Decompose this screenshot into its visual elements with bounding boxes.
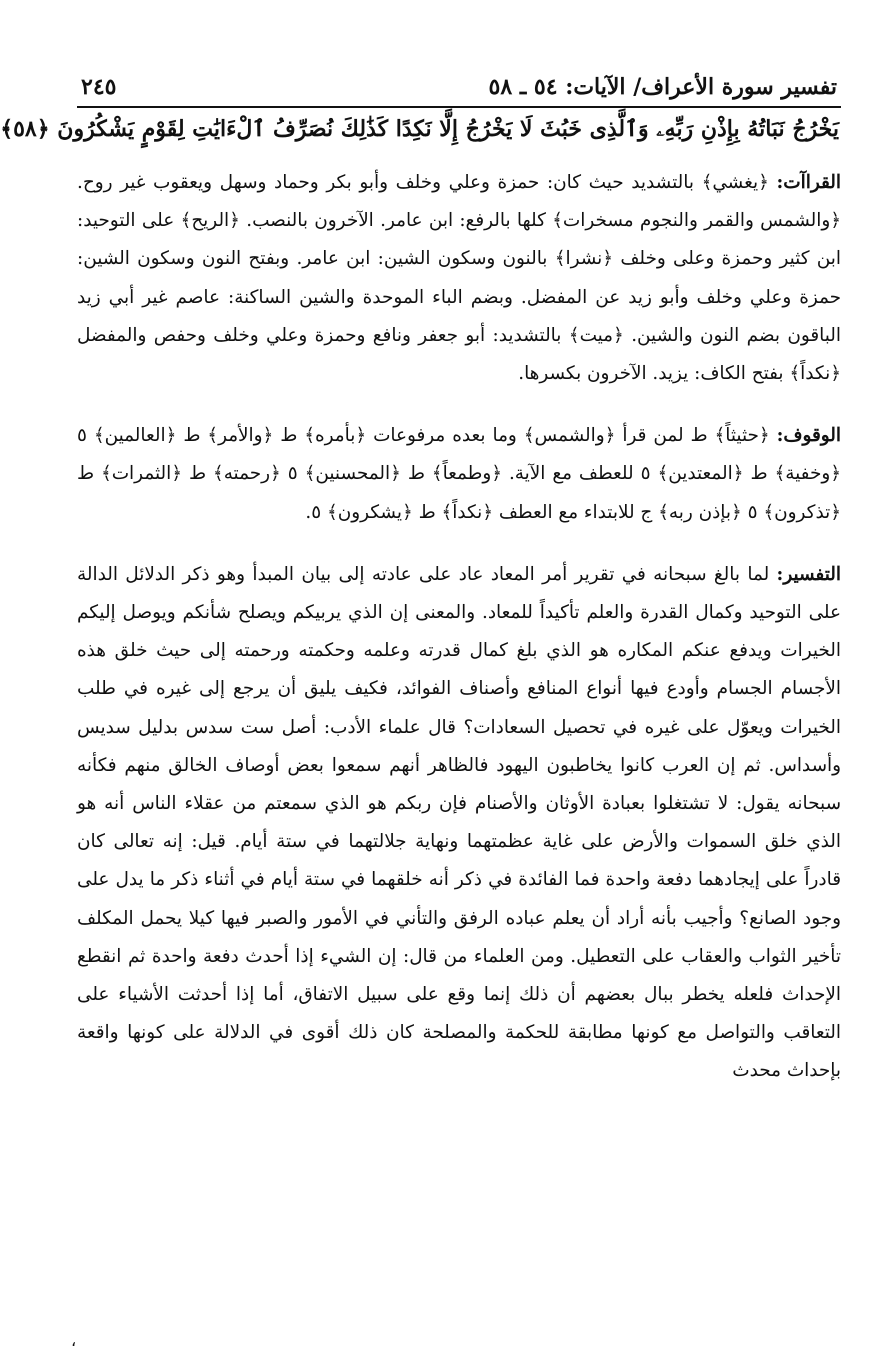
- running-header: [77, 74, 841, 106]
- readings-section: [77, 164, 841, 393]
- footer-mark: ،: [71, 1331, 77, 1350]
- stops-text: ﴿حثيثاً﴾ ط لمن قرأ ﴿والشمس﴾ وما بعده مرفوعات ﴿بأمره﴾ ط ﴿والأمر﴾ ط ﴿العالمين﴾ ٥ ﴿وخفية﴾ ط ﴿المعتدين﴾ ٥ للعطف مع الآية. ﴿وطمعاً﴾ ط ﴿المحسنين﴾ ٥ ﴿رحمته﴾ ط ﴿الثمرات﴾ ط ﴿تذكرون﴾ ٥ ﴿بإذن ربه﴾ ج للابتداء مع العطف ﴿نكداً﴾ ط ﴿يشكرون﴾ ٥.: [77, 425, 841, 523]
- quran-verse: يَخْرُجُ نَبَاتُهُ بِإِذْنِ رَبِّهِۦ وَٱلَّذِى خَبُثَ لَا يَخْرُجُ إِلَّا نَكِدًا كَذَٰلِكَ نُصَرِّفُ ٱلْءَايَٰتِ لِقَوْمٍ يَشْكُرُونَ ﴿٥٨﴾: [0, 116, 839, 142]
- readings-label: القراآت:: [776, 172, 841, 193]
- running-title: تفسير سورة الأعراف/ الآيات: ٥٤ ـ ٥٨: [488, 74, 837, 100]
- tafsir-label: التفسير:: [776, 563, 841, 585]
- readings-text: ﴿يغشي﴾ بالتشديد حيث كان: حمزة وعلي وخلف وأبو بكر وحماد وسهل ويعقوب غير روح. ﴿والشمس والقمر والنجوم مسخرات﴾ كلها بالرفع: ابن عامر. الآخرون بالنصب. ﴿الريح﴾ على التوحيد: ابن كثير وحمزة وعلى وخلف ﴿نشرا﴾ بالنون وسكون الشين: ابن عامر. وبفتح النون وسكون الشين: حمزة وعلي وخلف وأبو زيد عن المفضل. وبضم الباء الموحدة والشين الساكنة: عاصم غير أبي زيد الباقون بضم النون والشين. ﴿ميت﴾ بالتشديد: أبو جعفر ونافع وحمزة وعلي وخلف وحفص والمفضل ﴿نكداً﴾ بفتح الكاف: يزيد. الآخرون بكسرها.: [77, 172, 841, 385]
- tafsir-section: [77, 556, 841, 1091]
- tafsir-text: لما بالغ سبحانه في تقرير أمر المعاد عاد على عادته إلى بيان المبدأ وهو ذكر الدلائل الدالة على التوحيد وكمال القدرة والعلم تأكيداً للمعاد. والمعنى إن الذي يربيكم ويصلح شأنكم ويوصل إليكم الخيرات ويدفع عنكم المكاره هو الذي بلغ كمال قدرته وعلمه وحكمته ورحمته إلى حيث خلق هذه الأجسام الجسام وأودع فيها أنواع المنافع وأصناف الفوائد، فكيف يليق أن يرجع إلى غيره في طلب الخيرات ويعوّل على غيره في تحصيل السعادات؟ قال علماء الأدب: أصل ست سدس بدليل سديس وأسداس. ثم إن العرب كانوا يخاطبون اليهود فالظاهر أنهم سمعوا بعض أوصاف الخالق منهم فكأنه سبحانه يقول: لا تشتغلوا بعبادة الأوثان والأصنام فإن ربكم هو الذي سمعتم من عقلاء الناس أنه هو الذي خلق السموات والأرض على غاية عظمتهما ونهاية جلالتهما في ستة أيام. قيل: إنه تعالى كان قادراً على إيجادهما دفعة واحدة فما الفائدة في ذكر أنه خلقهما في ستة أيام في أثناء ذكر ما يدل على وجود الصانع؟ وأجيب بأنه أراد أن يعلم عباده الرفق والتأني في الأمور والصبر فيها كيلا يحمل المكلف تأخير الثواب والعقاب على التعطيل. ومن العلماء من قال: إن الشيء إذا أحدث دفعة واحدة ثم انقطع الإحداث فلعله يخطر ببال بعضهم أن ذلك إنما وقع على سبيل الاتفاق، أما إذا أحدثت الأشياء على التعاقب والتواصل مع كونها مطابقة للحكمة والمصلحة كان ذلك أقوى في الدلالة على كونها واقعة بإحداث محدث: [77, 563, 841, 1082]
- stops-label: الوقوف:: [776, 425, 841, 447]
- page-number: ٢٤٥: [81, 74, 117, 100]
- header-rule: [77, 106, 841, 108]
- stops-section: [77, 417, 841, 532]
